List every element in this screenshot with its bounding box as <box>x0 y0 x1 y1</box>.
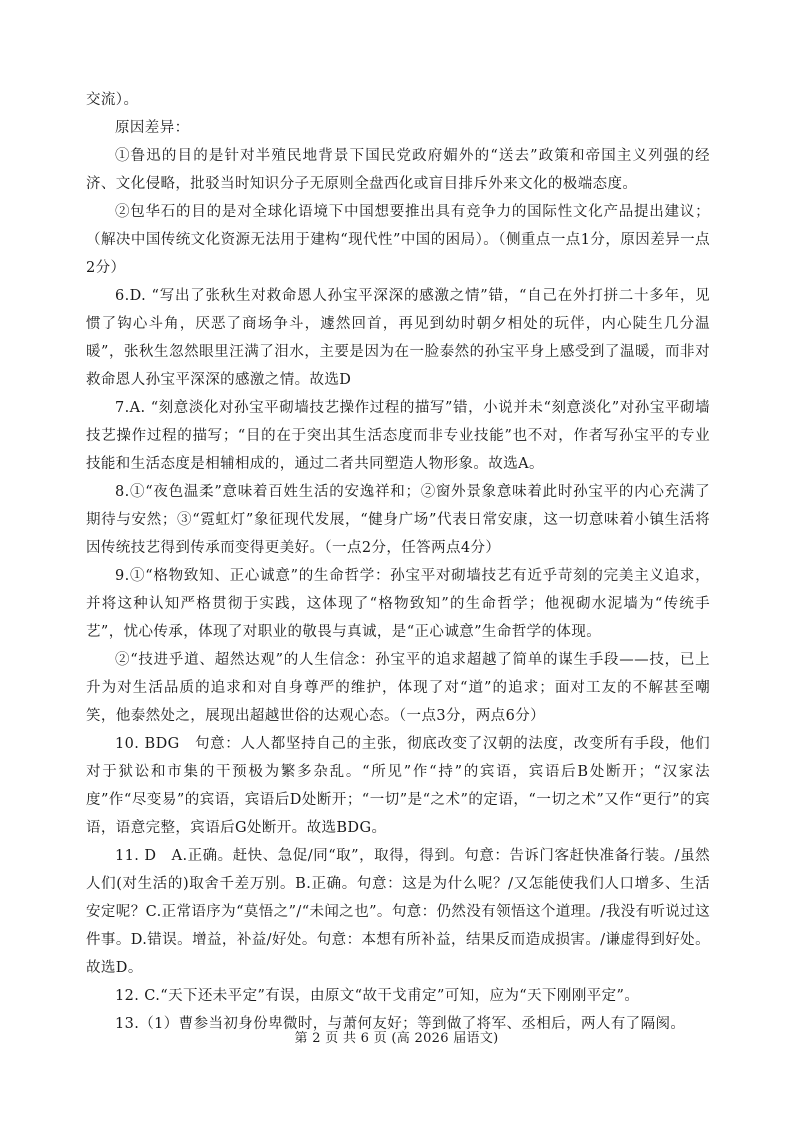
answer-q11: 11. D A.正确。赶快、急促/同“取”，取得，得到。句意：告诉门客赶快准备行装。/虽然人们(对生活的)取舍千差万别。B.正确。句意：这是为什么呢？/又怎能使我们人口增多、生活安定呢？C.正常语序为“莫悟之”/“未闻之也”。句意：仍然没有领悟这个道理。/我没有听说过这件事。D.错误。增益，补益/好处。句意：本想有所补益，结果反而造成损害。/谦虚得到好处。故选D。 <box>86 848 711 976</box>
paragraph-reason-heading: 原因差异： <box>115 120 190 136</box>
paragraph-reason-1: ①鲁迅的目的是针对半殖民地背景下国民党政府媚外的“送去”政策和帝国主义列强的经济、文化侵略，批驳当时知识分子无原则全盘西化或盲目排斥外来文化的极端态度。 <box>86 148 710 192</box>
answer-q10: 10. BDG 句意：人人都坚持自己的主张，彻底改变了汉朝的法度，改变所有手段，他们对于狱讼和市集的干预极为繁多杂乱。“所见”作“持”的宾语，宾语后B处断开；“汉家法度”作“尽变易”的宾语，宾语后D处断开；“一切”是“之术”的定语，“一切之术”又作“更行”的宾语，语意完整，宾语后G处断开。故选BDG。 <box>86 736 710 836</box>
answer-q8: 8.①“夜色温柔”意味着百姓生活的安逸祥和；②窗外景象意味着此时孙宝平的内心充满了期待与安然；③“霓虹灯”象征现代发展，“健身广场”代表日常安康，这一切意味着小镇生活将因传统技艺得到传承而变得更美好。（一点2分，任答两点4分） <box>86 484 710 556</box>
answer-q9-part2: ②“技进乎道、超然达观”的人生信念：孙宝平的追求超越了简单的谋生手段——技，已上升为对生活品质的追求和对自身尊严的维护，体现了对“道”的追求；面对工友的不解甚至嘲笑，他泰然处之，展现出超越世俗的达观心态。（一点3分，两点6分） <box>86 652 710 724</box>
paragraph-reason-2: ②包华石的目的是对全球化语境下中国想要推出具有竞争力的国际性文化产品提出建议；（解决中国传统文化资源无法用于建构“现代性”中国的困局）。（侧重点一点1分，原因差异一点2分） <box>86 204 710 276</box>
answer-q7: 7.A. “刻意淡化对孙宝平砌墙技艺操作过程的描写”错，小说并未“刻意淡化”对孙宝平砌墙技艺操作过程的描写；“目的在于突出其生活态度而非专业技能”也不对，作者写孙宝平的专业技能和生活态度是相辅相成的，通过二者共同塑造人物形象。故选A。 <box>86 400 710 472</box>
answer-q6: 6.D. “写出了张秋生对救命恩人孙宝平深深的感激之情”错，“自己在外打拼二十多年，见惯了钩心斗角，厌恶了商场争斗，遽然回首，再见到幼时朝夕相处的玩伴，内心陡生几分温暖”，张秋生忽然眼里汪满了泪水，主要是因为在一脸泰然的孙宝平身上感受到了温暖，而非对救命恩人孙宝平深深的感激之情。故选D <box>86 288 710 388</box>
paragraph-continuation: 交流）。 <box>86 92 139 108</box>
answer-text-body <box>86 86 710 1038</box>
answer-q9-part1: 9.①“格物致知、正心诚意”的生命哲学：孙宝平对砌墙技艺有近乎苛刻的完美主义追求，并将这种认知严格贯彻于实践，这体现了“格物致知”的生命哲学；他视砌水泥墙为“传统手艺”，忧心传承，体现了对职业的敬畏与真诚，是“正心诚意”生命哲学的体现。 <box>86 568 710 640</box>
answer-q12: 12. C.“天下还未平定”有误，由原文“故干戈甫定”可知，应为“天下刚刚平定”。 <box>115 988 640 1004</box>
page-footer: 第 2 页 共 6 页 (高 2026 届语文) <box>294 1031 499 1046</box>
answer-q13: 13.（1）曹参当初身份卑微时，与萧何友好；等到做了将军、丞相后，两人有了隔阂。 <box>115 1016 686 1032</box>
